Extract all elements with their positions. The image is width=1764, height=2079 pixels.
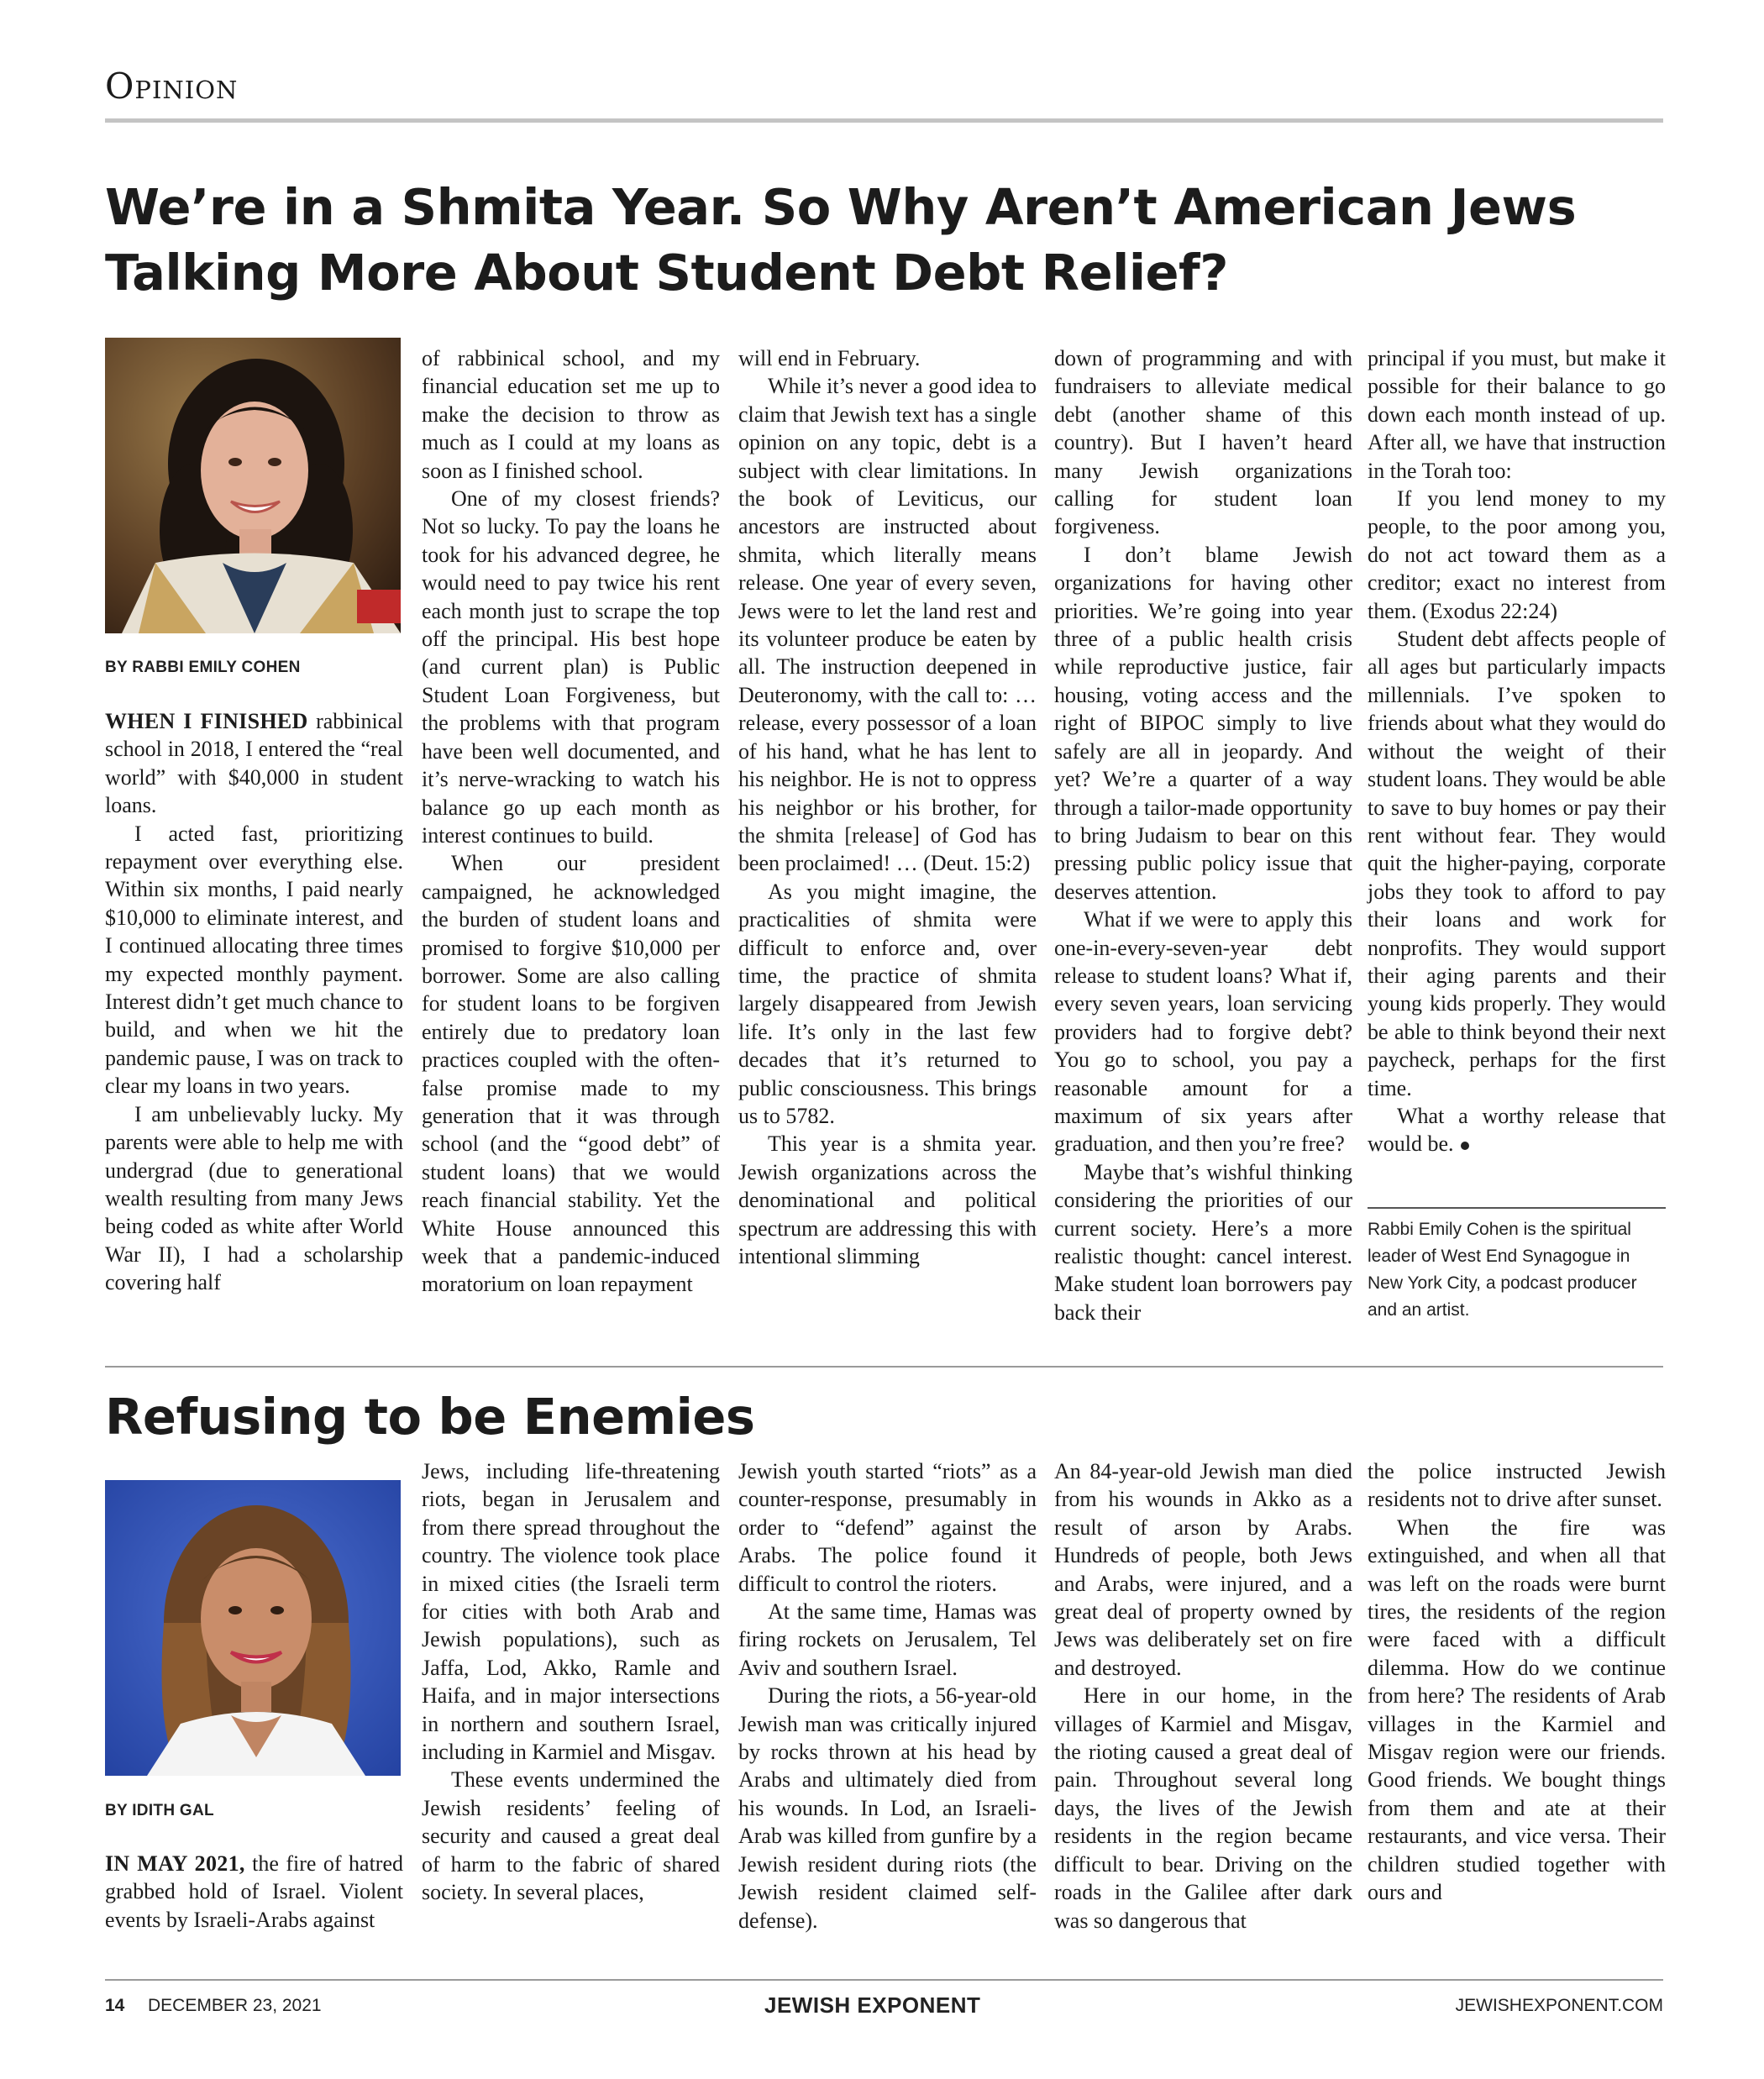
article1-headline-line2: Talking More About Student Debt Relief? — [105, 244, 1228, 302]
article2-column-4 — [1054, 1457, 1352, 1935]
article1-col5-para3: Student debt affects people of all ages but particularly impacts millennials. I’ve spoken to friends about what they would do without the weight of their student loans. They would be able to save to buy homes or pay their rent without fear. They would quit the higher-paying, corporate jobs they took to afford to pay their loans and work for nonprofits. They would support their aging parents and their young kids properly. They would be able to think beyond their next paycheck, perhaps for the first time. — [1368, 627, 1666, 1100]
author-photo-emily-cohen-image — [105, 338, 401, 633]
article1-column-1 — [105, 707, 403, 1297]
article1-col4-para3: What if we were to apply this one-in-every-seven-year debt release to student loans? What if, every seven years, loan servicing providers had to forgive debt? You go to school, you pay a reasonable amount for a maximum of six years after graduation, and then you’re free? — [1054, 907, 1352, 1157]
article2-col2-para2: These events undermined the Jewish residents’ feeling of security and caused a great deal of harm to the fabric of shared society. In several places, — [422, 1767, 720, 1905]
article1-col5-para2: If you lend money to my people, to the poor among you, do not act toward them as a creditor; exact no interest from them. (Exodus 22:24) — [1368, 486, 1666, 623]
article1-column-5 — [1368, 344, 1666, 1158]
article2-lead-in: IN MAY 2021, — [105, 1851, 245, 1876]
article1-column-2 — [422, 344, 720, 1299]
article1-col4-para1: down of programming and with fundraisers to alleviate medical debt (another shame of this country). But I haven’t heard many Jewish organizations calling for student loan forgiveness. — [1054, 346, 1352, 539]
footer-rule — [105, 1979, 1663, 1981]
article2-column-5 — [1368, 1457, 1666, 1907]
article1-author-bio: Rabbi Emily Cohen is the spiritual leader of West End Synagogue in New York City, a podcast producer and an artist. — [1368, 1220, 1637, 1320]
article2-headline: Refusing to be Enemies — [105, 1388, 755, 1446]
article1-headline-line1: We’re in a Shmita Year. So Why Aren’t American Jews — [105, 178, 1577, 236]
article1-column-4 — [1054, 344, 1352, 1326]
article2-col5-para2: When the fire was extinguished, and when all that was left on the roads were burnt tires, the residents of the region were faced with a difficult dilemma. How do we continue from here? The residents of Arab villages in the Karmiel and Misgav region were our friends. Good friends. We bought things from them and ate at their restaurants, and vice versa. Their children studied together with ours and — [1368, 1515, 1666, 1905]
article2-col3-para1: Jewish youth started “riots” as a counter-response, presumably in order to “defend” against the Arabs. The police found it difficult to control the rioters. — [738, 1459, 1037, 1596]
bio-rule — [1368, 1207, 1666, 1209]
article1-closing-text: What a worthy release that would be. — [1368, 1103, 1666, 1157]
article1-col5-para1: principal if you must, but make it possible for their balance to go down each month instead of up. After all, we have that instruction in the Torah too: — [1368, 346, 1666, 483]
article1-lead-in: WHEN I FINISHED — [105, 709, 308, 733]
section-rule — [105, 118, 1663, 123]
article2-col1-para1-text: the fire of hatred grabbed hold of Israel. Violent events by Israeli-Arabs against — [105, 1851, 403, 1932]
article1-col2-para2: One of my closest friends? Not so lucky. To pay the loans he took for his advanced degree, he would need to pay twice his rent each month just to scrape the top off the principal. His best hope (and current plan) is Public Student Loan Forgiveness, but the problems with that program have been well documented, and it’s nerve-wracking to watch his balance go up each month as interest continues to build. — [422, 486, 720, 848]
article2-col1-para1 — [105, 1850, 403, 1934]
footer-page-number: 14 — [105, 1996, 125, 2015]
footer-website[interactable]: JEWISHEXPONENT.COM — [1455, 1996, 1663, 2015]
article2-byline: BY IDITH GAL — [105, 1802, 214, 1819]
article1-col5-para4 — [1368, 1102, 1666, 1158]
article2-col3-para3: During the riots, a 56-year-old Jewish man was critically injured by rocks thrown at his head by Arabs and ultimately died from his wounds. In Lod, an Israeli-Arab was killed from gunfire by a Jewish resident during riots (the Jewish resident claimed self-defense). — [738, 1683, 1037, 1933]
article1-col4-para4: Maybe that’s wishful thinking considering the priorities of our current society. Here’s a more realistic thought: cancel interest. Make student loan borrowers pay back their — [1054, 1159, 1352, 1325]
article1-col1-para2: I acted fast, prioritizing repayment over everything else. Within six months, I paid nearly $10,000 to eliminate interest, and I continued allocating three times my expected monthly payment. Interest didn’t get much chance to build, and when we hit the pandemic pause, I was on track to clear my loans in two years. — [105, 821, 403, 1099]
article-divider — [105, 1366, 1663, 1368]
article2-col2-para1: Jews, including life-threatening riots, began in Jerusalem and from there spread throughout the country. The violence took place in mixed cities (the Israeli term for cities with both Arab and Jewish populations), such as Jaffa, Lod, Akko, Ramle and Haifa, and in major intersections in northern and southern Israel, including in Karmiel and Misgav. — [422, 1459, 720, 1765]
article2-column-1 — [105, 1850, 403, 1934]
article1-byline: BY RABBI EMILY COHEN — [105, 659, 301, 676]
article1-col3-para2: While it’s never a good idea to claim that Jewish text has a single opinion on any topic, debt is a subject with clear limitations. In the book of Leviticus, our ancestors are instructed about shmita, which literally means release. One year of every seven, Jews were to let the land rest and its volunteer produce be eaten by all. The instruction deepened in Deuteronomy, with the call to: … release, every possessor of a loan of his hand, what he has lent to his neighbor. He is not to oppress his neighbor or his brother, for the shmita [release] of God has been proclaimed! … (Deut. 15:2) — [738, 374, 1037, 876]
article1-col1-para1-text: rabbinical school in 2018, I entered the “real world” with $40,000 in student loans. — [105, 709, 404, 818]
article1-col3-para4: This year is a shmita year. Jewish organizations across the denominational and political spectrum are addressing this with intentional slimming — [738, 1131, 1037, 1268]
article1-col3-para3: As you might imagine, the practicalities of shmita were difficult to enforce and, over time, the practice of shmita largely disappeared from Jewish life. It’s only in the last few decades that it’s returned to public consciousness. This brings us to 5782. — [738, 879, 1037, 1128]
author-photo-emily-cohen — [105, 338, 401, 633]
author-photo-idith-gal — [105, 1480, 401, 1776]
article1-col4-para2: I don’t blame Jewish organizations for having other priorities. We’re going into year three of a public health crisis while reproductive justice, fair housing, voting access and the right of BIPOC simply to live safely are all in jeopardy. And yet? We’re a quarter of a way through a tailor-made opportunity to bring Judaism to bear on this pressing public policy issue that deserves attention. — [1054, 542, 1352, 904]
article2-column-2 — [422, 1457, 720, 1907]
article1-col2-para1: of rabbinical school, and my financial education set me up to make the decision to throw as much as I could at my loans as soon as I finished school. — [422, 346, 720, 483]
end-mark-icon — [1461, 1142, 1469, 1150]
article2-col3-para2: At the same time, Hamas was firing rockets on Jerusalem, Tel Aviv and southern Israel. — [738, 1599, 1037, 1680]
article2-col4-para1: An 84-year-old Jewish man died from his wounds in Akko as a result of arson by Arabs. Hundreds of people, both Jews and Arabs, were injured, and a great deal of property owned by Jews was deliberately set on fire and destroyed. — [1054, 1459, 1352, 1680]
footer-date: DECEMBER 23, 2021 — [148, 1996, 322, 2015]
article1-headline — [105, 175, 1576, 306]
article2-col4-para2: Here in our home, in the villages of Karmiel and Misgav, the rioting caused a great deal of pain. Throughout several long days, the lives of the Jewish residents in the region became difficult to bear. Driving on the roads in the Galilee after dark was so dangerous that — [1054, 1683, 1352, 1933]
article1-column-3 — [738, 344, 1037, 1270]
article1-col1-para3: I am unbelievably lucky. My parents were able to help me with undergrad (due to generational wealth resulting from many Jews being coded as white after World War II), I had a scholarship covering half — [105, 1101, 403, 1295]
article1-col1-para1 — [105, 707, 403, 820]
article2-col5-para1: the police instructed Jewish residents not to drive after sunset. — [1368, 1459, 1666, 1512]
article2-column-3 — [738, 1457, 1037, 1935]
article1-col3-para1: will end in February. — [738, 346, 921, 370]
section-label: Opinion — [105, 66, 239, 107]
article1-col2-para3: When our president campaigned, he acknowledged the burden of student loans and promised to forgive $10,000 per borrower. Some are also calling for student loans to be forgiven entirely due to predatory loan practices coupled with the often-false promise made to my generation that it was through school (and the “good debt” of student loans) that we would reach financial stability. Yet the White House announced this week that a pandemic-induced moratorium on loan repayment — [422, 851, 720, 1297]
footer-publication: JEWISH EXPONENT — [764, 1992, 981, 2018]
author-photo-idith-gal-image — [105, 1480, 401, 1776]
